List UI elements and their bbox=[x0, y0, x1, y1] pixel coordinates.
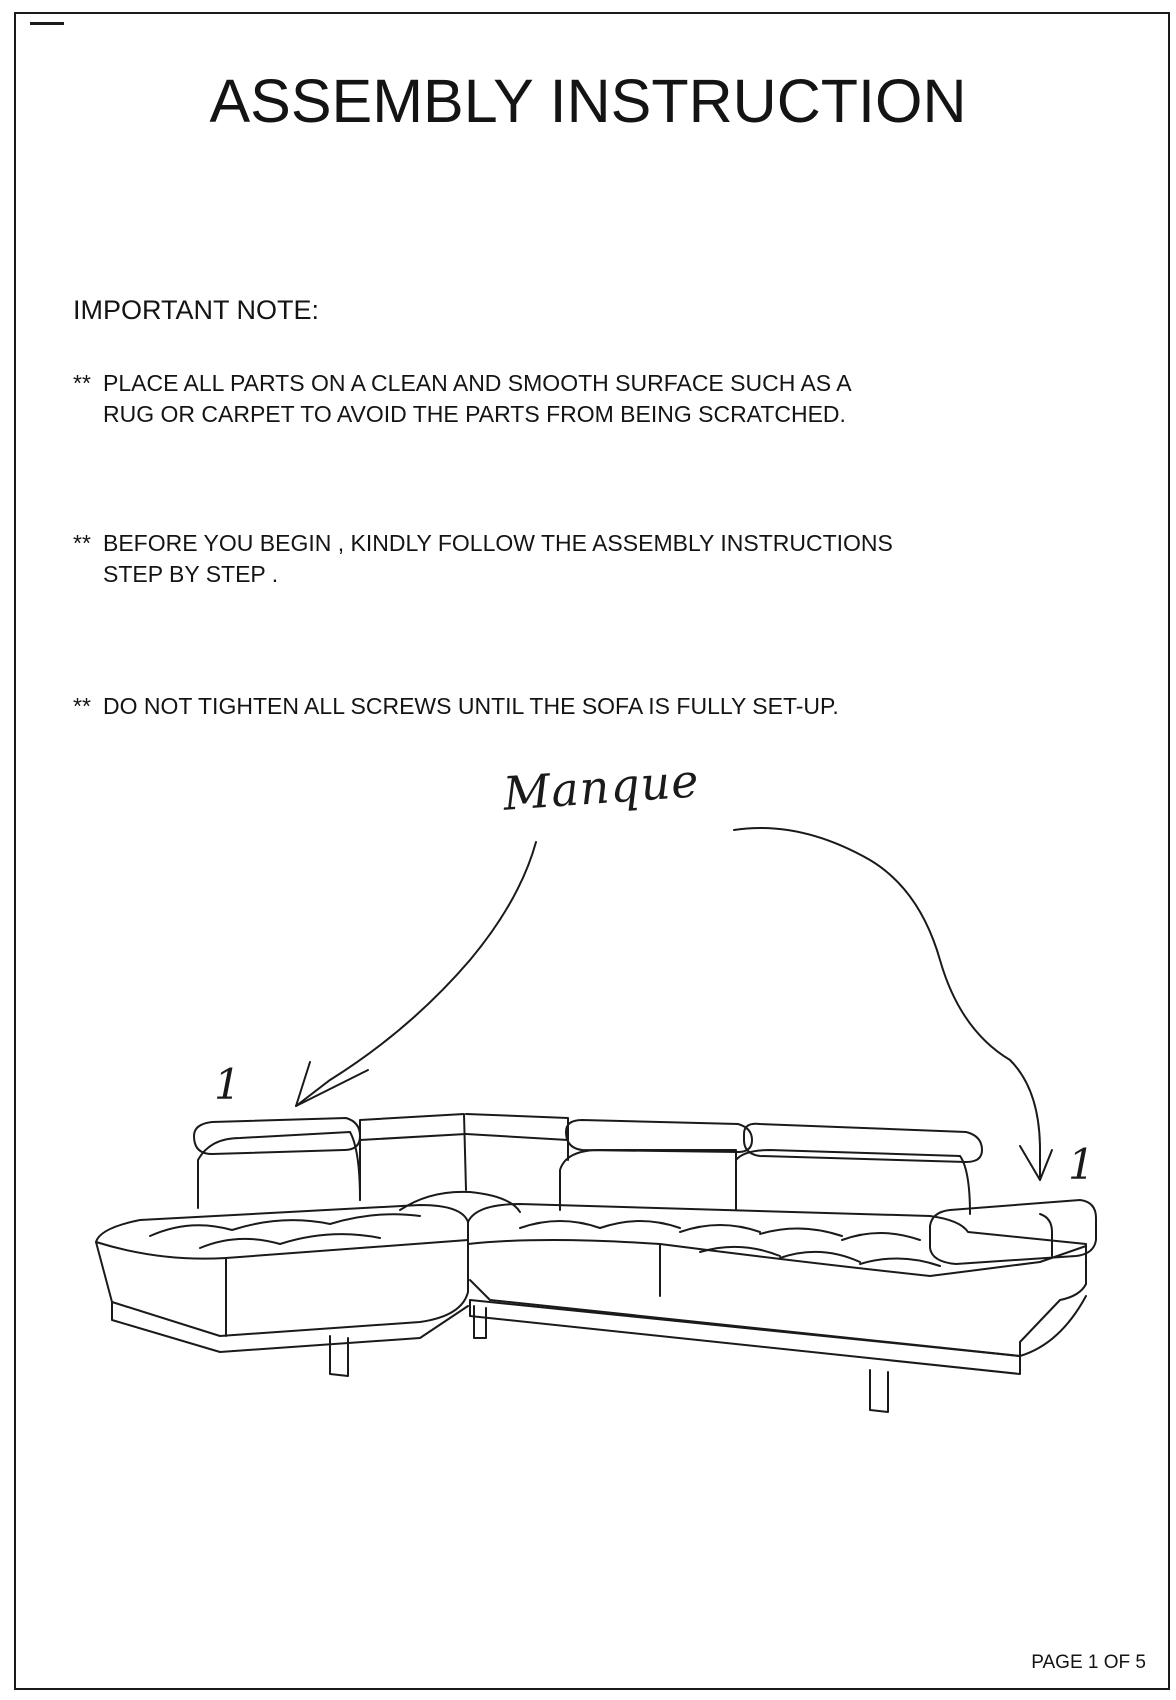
main-base-end bbox=[1020, 1296, 1086, 1356]
main-back-center bbox=[560, 1150, 736, 1210]
arrow-left-head bbox=[296, 1062, 368, 1106]
sofa-leg bbox=[870, 1370, 888, 1412]
document-title: ASSEMBLY INSTRUCTION bbox=[209, 67, 967, 135]
main-seat-tufting bbox=[520, 1221, 920, 1240]
note-line: RUG OR CARPET TO AVOID THE PARTS FROM BEING SCRATCHED. bbox=[103, 401, 846, 427]
corner-back bbox=[360, 1114, 466, 1200]
handwritten-count-left: 1 bbox=[214, 1060, 241, 1109]
corner-cushion bbox=[400, 1192, 520, 1212]
note-line: PLACE ALL PARTS ON A CLEAN AND SMOOTH SURFACE SUCH AS A bbox=[103, 370, 852, 396]
arrow-right-line bbox=[734, 828, 1040, 1180]
chaise-seat bbox=[96, 1205, 468, 1336]
note-bullet: ** bbox=[73, 530, 91, 556]
right-arm-cushion bbox=[930, 1200, 1096, 1264]
center-headrest bbox=[566, 1120, 752, 1152]
arrow-right-head bbox=[1020, 1146, 1052, 1180]
arrow-left-line bbox=[296, 842, 536, 1106]
main-seat-front-left bbox=[468, 1240, 660, 1296]
handwritten-arrows bbox=[296, 828, 1052, 1180]
left-back bbox=[198, 1132, 360, 1208]
handwritten-count-right: 1 bbox=[1068, 1140, 1095, 1189]
note-bullet: ** bbox=[73, 693, 91, 719]
note-line: BEFORE YOU BEGIN , KINDLY FOLLOW THE ASSEMBLY INSTRUCTIONS bbox=[103, 530, 893, 556]
sofa-drawing bbox=[96, 1114, 1096, 1412]
chaise-tufting bbox=[200, 1234, 380, 1248]
main-seat bbox=[468, 1204, 1086, 1356]
important-note-heading: IMPORTANT NOTE: bbox=[73, 295, 320, 325]
chaise-base bbox=[112, 1302, 468, 1352]
page-number: PAGE 1 OF 5 bbox=[1031, 1652, 1146, 1673]
main-base bbox=[470, 1300, 1020, 1374]
sofa-leg bbox=[474, 1306, 486, 1338]
note-bullet: ** bbox=[73, 370, 91, 396]
note-line: DO NOT TIGHTEN ALL SCREWS UNTIL THE SOFA IS FULLY SET-UP. bbox=[103, 693, 839, 719]
corner-back-seam bbox=[466, 1134, 568, 1140]
corner-back-seam bbox=[360, 1134, 466, 1140]
note-line: STEP BY STEP . bbox=[103, 561, 279, 587]
sofa-leg bbox=[330, 1336, 348, 1376]
right-arm-cushion-edge bbox=[1040, 1214, 1052, 1256]
handwritten-annotation: Manque bbox=[501, 753, 702, 821]
